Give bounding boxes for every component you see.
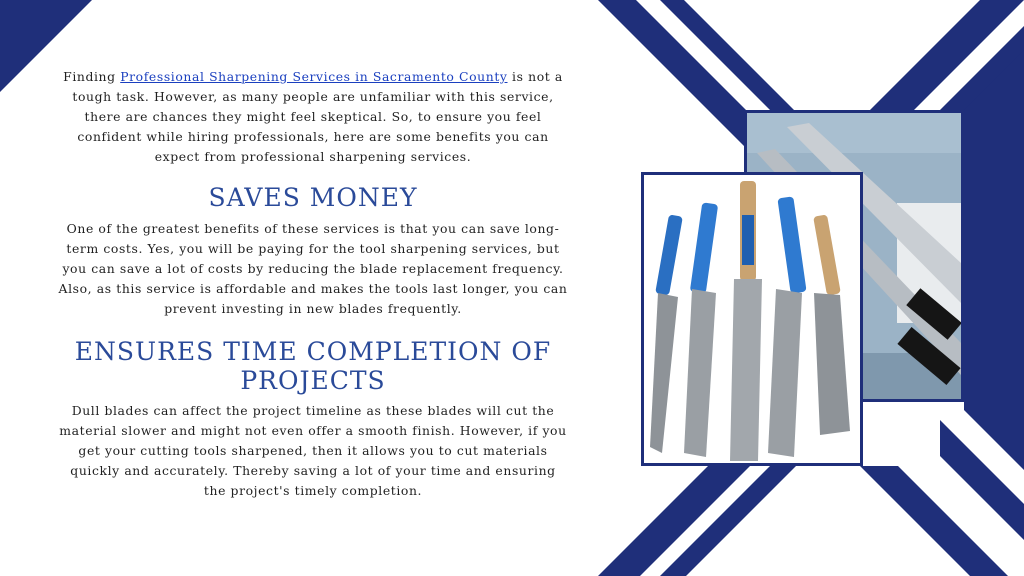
section-body-time-completion: Dull blades can affect the project timeline as these blades will cut the material slower and might not even offer a smooth finish. However, if you get your cutting tools sharpened, then it allows you to cut materials quickly and accurately. Thereby saving a lot of your time and ensuring the project's timely completion. <box>59 403 567 498</box>
section-body-saves-money: One of the greatest benefits of these services is that you can save long-term costs. Yes, you will be paying for the tool sharpening services, but you can save a lot of costs by reducing the blade replacement frequency. Also, as this service is affordable and makes the tools last longer, you can prevent investing in new blades frequently. <box>58 221 568 316</box>
intro-text-after: is not a tough task. However, as many people are unfamiliar with this service, there are chances they might feel skeptical. So, to ensure you feel confident while hiring professionals, here are some benefits you can expect from professional sharpening services. <box>72 69 563 164</box>
sharpening-services-link[interactable]: Professional Sharpening Services in Sacramento County <box>120 69 508 84</box>
knife-set-image <box>644 175 860 463</box>
intro-paragraph <box>58 67 568 167</box>
section-heading-saves-money: SAVES MONEY <box>208 183 418 212</box>
knife-set-photo <box>641 172 863 466</box>
content-column <box>58 67 568 501</box>
intro-text-before: Finding <box>63 69 121 84</box>
section-heading-time-completion: ENSURES TIME COMPLETION OF PROJECTS <box>74 337 552 395</box>
stripe-9 <box>964 50 1024 470</box>
